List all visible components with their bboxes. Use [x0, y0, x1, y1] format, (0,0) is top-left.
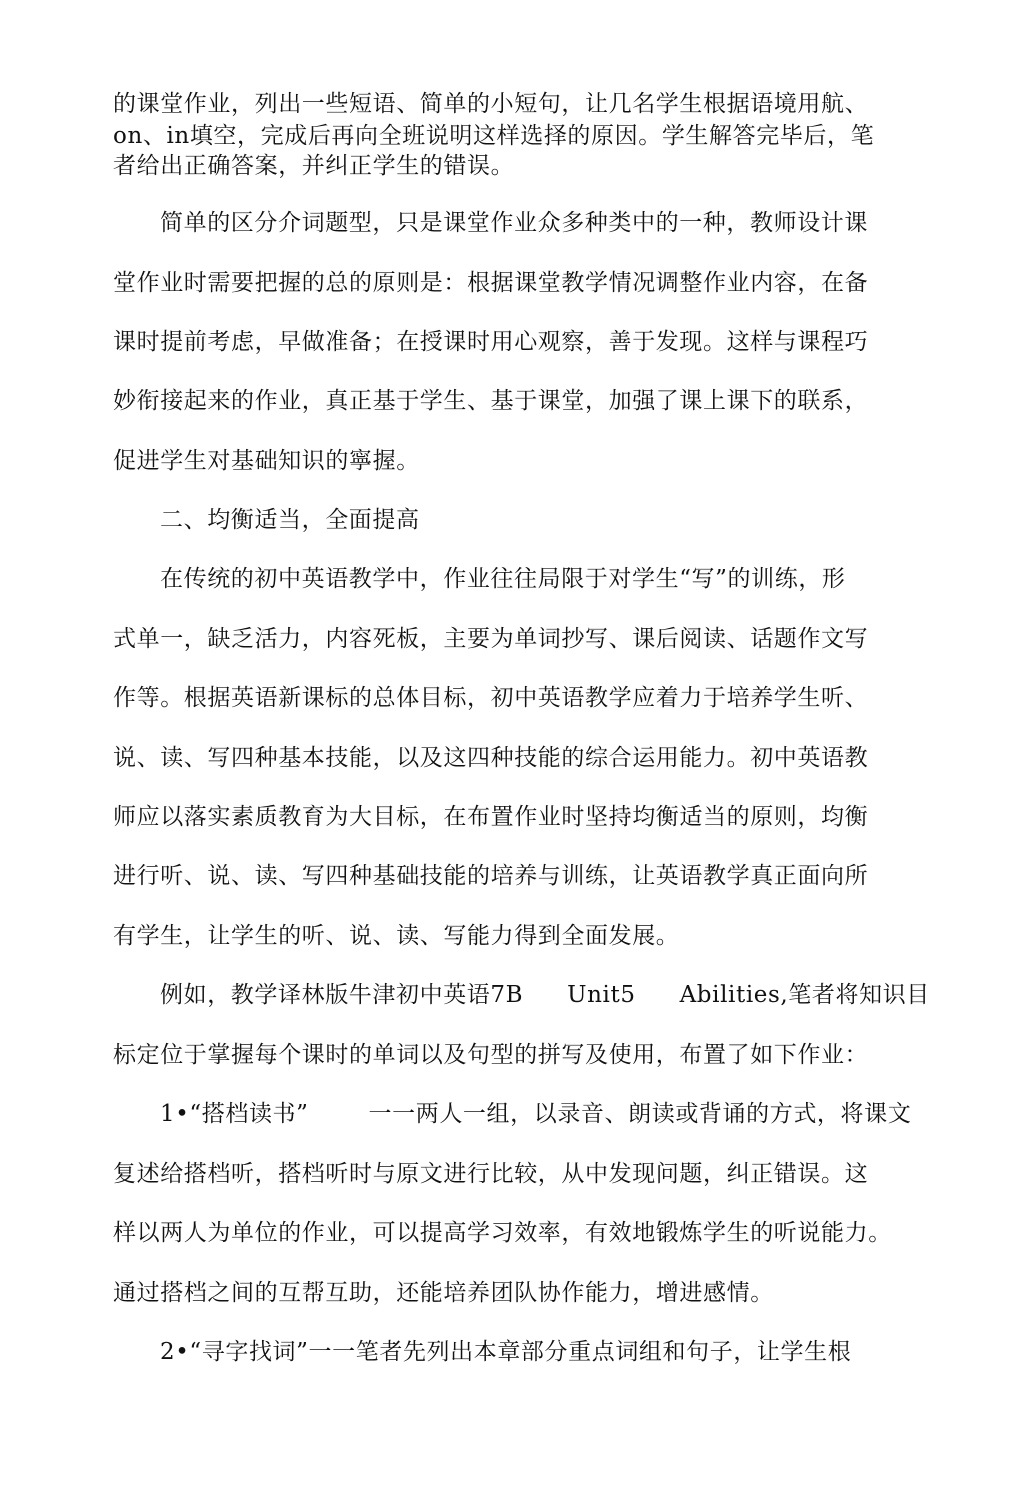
text-line: 2•“寻字找词”一一笔者先列出本章部分重点词组和句子，让学生根	[160, 1339, 852, 1365]
text-line: 复述给搭档听，搭档听时与原文进行比较，从中发现问题，纠正错误。这	[113, 1161, 869, 1187]
text-line: 有学生，让学生的听、说、读、写能力得到全面发展。	[113, 923, 680, 949]
text-line: on、in填空，完成后再向全班说明这样选择的原因。学生解答完毕后，笔	[113, 123, 875, 149]
text-line: 进行听、说、读、写四种基础技能的培养与训练，让英语教学真正面向所	[113, 863, 869, 889]
item-title: 1•“搭档读书”	[160, 1101, 309, 1127]
text-line: 师应以落实素质教育为大目标，在布置作业时坚持均衡适当的原则，均衡	[113, 804, 869, 830]
text-line: 通过搭档之间的互帮互助，还能培养团队协作能力，增进感情。	[113, 1280, 774, 1306]
unit-title: Abilities,笔者将知识目	[679, 982, 930, 1008]
unit-label: Unit5	[567, 982, 636, 1008]
text-line: 作等。根据英语新课标的总体目标，初中英语教学应着力于培养学生听、	[113, 685, 869, 711]
text-line	[160, 1099, 913, 1129]
text-line: 样以两人为单位的作业，可以提高学习效率，有效地锻炼学生的听说能力。	[113, 1220, 892, 1246]
text-line: 简单的区分介词题型，只是课堂作业众多种类中的一种，教师设计课	[160, 210, 868, 236]
text-line: 在传统的初中英语教学中，作业往往局限于对学生“写”的训练，形	[160, 566, 846, 592]
section-heading: 二、均衡适当，全面提高	[160, 507, 420, 533]
text-line: 标定位于掌握每个课时的单词以及句型的拼写及使用，布置了如下作业：	[113, 1042, 869, 1068]
text-line: 妙衔接起来的作业，真正基于学生、基于课堂，加强了课上课下的联系，	[113, 388, 869, 414]
text-line: 的课堂作业，列出一些短语、简单的小短句，让几名学生根据语境用航、	[113, 91, 869, 117]
item-text: 一一两人一组，以录音、朗读或背诵的方式，将课文	[368, 1101, 912, 1127]
text-line: 说、读、写四种基本技能，以及这四种技能的综合运用能力。初中英语教	[113, 745, 869, 771]
text-line: 课时提前考虑，早做准备；在授课时用心观察，善于发现。这样与课程巧	[113, 329, 869, 355]
text-line	[160, 980, 930, 1010]
text-line: 促进学生对基础知识的寧握。	[113, 448, 420, 474]
text-line: 堂作业时需要把握的总的原则是：根据课堂教学情况调整作业内容，在备	[113, 270, 869, 296]
text-line: 式单一，缺乏活力，内容死板，主要为单词抄写、课后阅读、话题作文写	[113, 626, 869, 652]
example-text: 例如，教学译林版牛津初中英语7B	[160, 982, 524, 1008]
text-line: 者给出正确答案，并纠正学生的错误。	[113, 153, 515, 179]
